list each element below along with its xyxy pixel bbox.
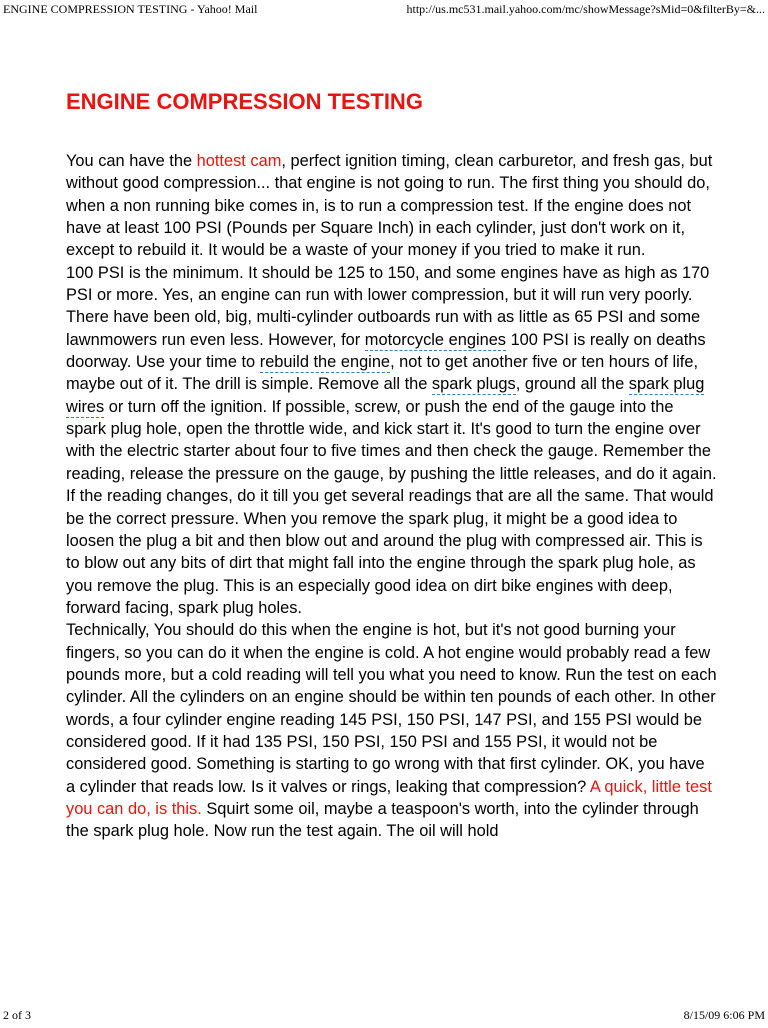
page-url-header: http://us.mc531.mail.yahoo.com/mc/showMessage?sMid=0&filterBy=&...	[406, 2, 765, 16]
link-spark-plugs[interactable]: spark plugs	[431, 375, 516, 394]
text: , not to get another five or ten hours of life, maybe out of it. The drill is simple. Remove all the	[66, 353, 699, 394]
link-motorcycle-engines[interactable]: motorcycle engines	[364, 330, 507, 349]
highlight-hottest-cam: hottest cam	[196, 152, 282, 170]
paragraph-3	[66, 619, 718, 842]
text: , ground all the	[515, 375, 629, 394]
text: 100 PSI is the minimum. It should be 125 to 150, and some engines have as high as 170 PSI or more. Yes, an engine can run with lower compression, but it will run very poorly. There have been old, big, multi-cylinder outboards run with as little as 65 PSI and some lawnmowers run even less. However, for	[66, 263, 710, 349]
article-body	[66, 150, 718, 843]
paragraph-2	[66, 262, 718, 620]
text: You can have the	[66, 152, 197, 170]
text: , perfect ignition timing, clean carburetor, and fresh gas, but without good compression... that engine is not going to run. The first thing you should do, when a non running bike comes in, is to run a compression test. If the engine does not have at least 100 PSI (Pounds per Square Inch) in each cylinder, just don't work on it, except to rebuild it. It would be a waste of your money if you tried to make it run.	[66, 152, 713, 260]
page-number: 2 of 3	[3, 1008, 31, 1022]
print-footer	[0, 1008, 768, 1028]
text: or turn off the ignition. If possible, screw, or push the end of the gauge into the spark plug hole, open the throttle wide, and kick start it. It's good to turn the engine over with the electric starter about four to five times and then check the gauge. Remember the reading, release the pressure on the gauge, by pushing the little releases, and do it again. If the reading changes, do it till you get several readings that are all the same. That would be the correct pressure. When you remove the spark plug, it might be a good idea to loosen the plug a bit and then blow out and around the plug with compressed air. This is to blow out any bits of dirt that might fall into the engine through the spark plug hole, as you remove the plug. This is an especially good idea on dirt bike engines with deep, forward facing, spark plug holes.	[66, 397, 717, 617]
article-title: ENGINE COMPRESSION TESTING	[66, 89, 423, 114]
link-rebuild-the-engine[interactable]: rebuild the engine	[259, 353, 391, 372]
print-datetime: 8/15/09 6:06 PM	[683, 1008, 765, 1022]
highlight-quick-test: A quick, little test you can do, is this.	[66, 777, 712, 818]
page-title-header: ENGINE COMPRESSION TESTING - Yahoo! Mail	[3, 2, 258, 16]
text: Squirt some oil, maybe a teaspoon's worth, into the cylinder through the spark plug hole. Now run the test again. The oil will hold	[66, 799, 699, 841]
print-header	[0, 2, 768, 22]
text: 100 PSI is really on deaths doorway. Use your time to	[66, 330, 706, 372]
text: Technically, You should do this when the engine is hot, but it's not good burning your fingers, so you can do it when the engine is cold. A hot engine would probably read a few pounds more, but a cold reading will tell you what you need to know. Run the test on each cylinder. All the cylinders on an engine should be within ten pounds of each other. In other words, a four cylinder engine reading 145 PSI, 150 PSI, 147 PSI, and 155 PSI would be considered good. If it had 135 PSI, 150 PSI, 150 PSI and 155 PSI, it would not be considered good. Something is starting to go wrong with that first cylinder. OK, you have a cylinder that reads low. Is it valves or rings, leaking that compression?	[66, 621, 717, 796]
paragraph-1	[66, 150, 718, 262]
link-spark-plug-wires[interactable]: spark plug wires	[66, 375, 705, 416]
